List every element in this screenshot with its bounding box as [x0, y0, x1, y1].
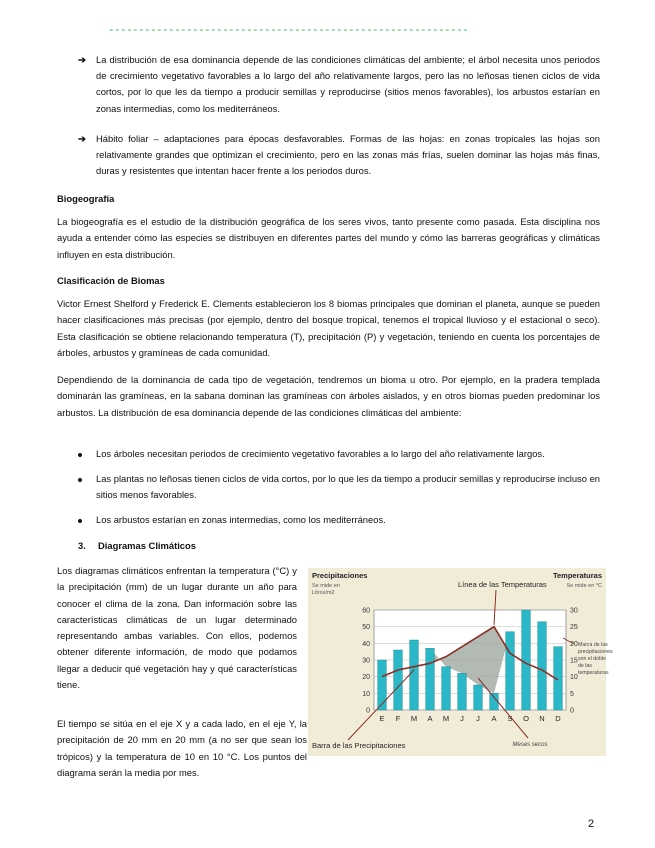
x-tick-label: J: [460, 714, 464, 723]
paragraph-biogeografia: La biogeografía es el estudio de la distribución geográfica de los seres vivos, tanto presente como pasada. Esta disciplina nos ayuda a entender cómo las especies se distribuyen en diferentes partes del mundo y cómo las barreras geográficas y climáticas influyen en esta distribución.: [57, 216, 600, 260]
y-left-tick-label: 10: [362, 690, 370, 698]
precipitation-bar: [426, 648, 435, 710]
side-note-line: temperaturas: [578, 670, 609, 676]
x-tick-label: E: [379, 714, 385, 723]
precipitation-bar: [410, 640, 419, 710]
y-left-axis-note: Litros/m2: [312, 590, 335, 596]
heading-biogeografia: Biogeografía: [57, 193, 115, 204]
paragraph-clasificacion-1: Victor Ernest Shelford y Frederick E. Clements establecieron los 8 biomas principales que dominan el planeta, aunque se pueden hacer clasificaciones más precisas (por ejemplo, dentro del bosque tropical, tenemos el tropical lluvioso y el estacional o seco). Esta clasificación se obtiene relacionando temperatura (T), precipitación (P) y vegetación, teniendo en cuenta los porcentajes de árboles, arbustos y gramíneas de cada comunidad.: [57, 298, 600, 358]
bullet-text: Los arbustos estarían en zonas intermedias, como los mediterráneos.: [96, 514, 386, 525]
paragraph-diagramas-2: El tiempo se sitúa en el eje X y a cada lado, en el eje Y, la precipitación de 20 mm en 20 mm (a no ser que sean los trópicos) y la temperatura de 10 en 10 °C. Los puntos del diagrama serán la media por mes.: [57, 718, 307, 778]
precipitation-bar: [474, 685, 483, 710]
bullet-text: Los árboles necesitan periodos de crecimiento vegetativo favorables a lo largo del año relativamente largos.: [96, 448, 545, 459]
page-number: 2: [588, 818, 595, 830]
section-number: 3.: [78, 540, 86, 551]
y-right-tick-label: 15: [570, 657, 578, 665]
heading-clasificacion-biomas: Clasificación de Biomas: [57, 275, 165, 286]
side-note-line: precipitaciones: [578, 649, 613, 655]
y-left-tick-label: 20: [362, 674, 370, 682]
x-tick-label: N: [539, 714, 545, 723]
bullet-text: Las plantas no leñosas tienen ciclos de vida cortos, por lo que les da tiempo a producir semillas y reproducirse incluso en sitios menos favorables.: [96, 473, 600, 501]
temperature-line-annotation: Línea de las Temperaturas: [458, 580, 547, 589]
bullet-item: [78, 446, 600, 462]
x-tick-label: F: [395, 714, 401, 723]
climate-diagram-svg: [308, 568, 613, 756]
arrow-item-text: Hábito foliar – adaptaciones para épocas desfavorables. Formas de las hojas: en zonas tropicales las hojas son relativamente grandes que optimizan el crecimiento, pero en las zonas más frías, suelen dominar las hojas más finas, duras y resistentes que intentan hacer frente a los periodos duros.: [96, 133, 600, 177]
x-tick-label: D: [555, 714, 561, 723]
dry-months-annotation: Meses secos: [512, 742, 548, 748]
section-title: Diagramas Climáticos: [98, 540, 196, 551]
precipitation-bar: [458, 673, 467, 710]
y-left-axis-title: Precipitaciones: [312, 571, 368, 580]
precipitation-bar: [506, 632, 515, 710]
precipitation-bar: [442, 667, 451, 710]
bullet-item: [78, 471, 600, 503]
x-tick-label: J: [476, 714, 480, 723]
bullet-dot-icon: [78, 453, 82, 457]
y-right-axis-note: Se mide en °C: [566, 583, 602, 589]
precipitation-bars-annotation: Barra de las Precipitaciones: [312, 741, 406, 750]
precipitation-bar: [394, 650, 403, 710]
paragraph-clasificacion-2: Dependiendo de la dominancia de cada tipo de vegetación, tendremos un bioma u otro. Por ejemplo, en la pradera templada dominarán las gramíneas, en la sabana dominan las gramíneas con árboles aislados, y en otros biomas pueden predominar los arbustos. La distribución de esa dominancia depende de las condiciones climáticas del ambiente:: [57, 374, 600, 418]
precipitation-bar: [378, 660, 387, 710]
y-right-tick-label: 5: [570, 690, 574, 698]
y-right-tick-label: 30: [570, 607, 578, 615]
side-note-line: son el doble: [578, 656, 606, 662]
y-right-tick-label: 10: [570, 674, 578, 682]
y-left-axis-note: Se mide en: [312, 583, 340, 589]
arrow-icon: ➔: [78, 133, 86, 144]
y-left-tick-label: 30: [362, 657, 370, 665]
arrow-item-habito-foliar: [78, 131, 600, 180]
precipitation-bar: [538, 622, 547, 710]
y-right-tick-label: 25: [570, 624, 578, 632]
y-left-tick-label: 0: [366, 707, 370, 715]
x-tick-label: A: [427, 714, 433, 723]
y-right-tick-label: 0: [570, 707, 574, 715]
heading-diagramas-climaticos: [78, 539, 196, 553]
x-tick-label: M: [410, 714, 418, 723]
side-note-line: Marca de las: [578, 642, 608, 648]
bullet-dot-icon: [78, 478, 82, 482]
x-tick-label: M: [442, 714, 450, 723]
arrow-item-distribution: [78, 52, 600, 117]
y-left-tick-label: 50: [362, 624, 370, 632]
side-note-line: de las: [578, 663, 592, 669]
x-tick-label: O: [523, 714, 529, 723]
arrow-icon: ➔: [78, 54, 86, 65]
y-right-tick-label: 20: [570, 640, 578, 648]
paragraph-diagramas-1: Los diagramas climáticos enfrentan la temperatura (°C) y la precipitación (mm) de un lugar durante un año para conocer el clima de la zona. Dan información sobre las características climáticas de un lugar determinado representando ambas variables. Con ellos, podemos obtener diferente información, de modo que podamos llegar a deducir qué vegetación hay y qué características tiene.: [57, 565, 297, 691]
y-left-tick-label: 40: [362, 640, 370, 648]
header-dash-line: ------------------------------------------------------------: [108, 25, 469, 37]
bullet-item: [78, 512, 600, 528]
x-tick-label: A: [491, 714, 497, 723]
y-left-tick-label: 60: [362, 607, 370, 615]
x-tick-label: S: [507, 714, 513, 723]
bullet-dot-icon: [78, 519, 82, 523]
precipitation-bar: [522, 610, 531, 710]
y-right-axis-title: Temperaturas: [552, 571, 602, 580]
climate-diagram: [308, 568, 613, 756]
arrow-item-text: La distribución de esa dominancia depende de las condiciones climáticas del ambiente; el árbol necesita unos periodos de crecimiento vegetativo favorables a lo largo del año relativamente largos, pero las no leñosas tienen ciclos de vida cortos, por lo que les da tiempo a producir semillas y reproducirse (sitios menos favorables), los arbustos estarían en zonas intermedias, como los mediterráneos.: [96, 54, 600, 114]
